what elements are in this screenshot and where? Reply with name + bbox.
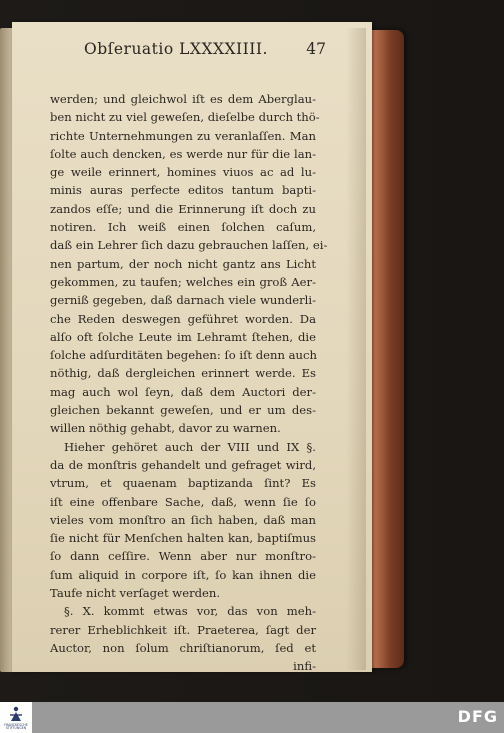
franckesche-stiftungen-icon xyxy=(9,706,23,722)
text-line: ſie nicht für Menſchen halten kan, baptiſmus xyxy=(50,531,316,546)
text-line: gerniß gegeben, daß darnach viele wunderli- xyxy=(50,293,316,308)
text-line: daß ein Lehrer ſich dazu gebrauchen laſſen, ei- xyxy=(50,238,328,253)
text-line: Auctor, non ſolum chriſtianorum, ſed et xyxy=(50,640,316,655)
text-line: §. X. kommt etwas vor, das von meh- xyxy=(64,604,316,619)
text-line: alſo oft ſolche Leute im Lehramt ſtehen, die xyxy=(50,329,316,344)
header-title: Obſeruatio LXXXXIIII. xyxy=(84,40,268,58)
text-line: gleichen bekannt geweſen, und er um des- xyxy=(50,403,316,418)
text-line: gekommen, zu taufen; welches ein groß Aer- xyxy=(50,274,316,289)
text-line: Hieher gehöret auch der VIII und IX §. xyxy=(64,439,316,454)
text-line: werden; und gleichwol iſt es dem Aberglau- xyxy=(50,92,316,106)
text-line: da de monſtris gehandelt und gefraget wird, xyxy=(50,457,316,472)
text-line: iſt eine offenbare Sache, daß, wenn ſie ſo xyxy=(50,494,316,509)
text-line: vtrum, et quaenam baptizanda ſint? Es xyxy=(50,476,316,491)
text-line: Taufe nicht verſaget werden. xyxy=(50,586,221,601)
text-line: ſolte auch dencken, es werde nur für die lan- xyxy=(50,146,316,161)
page-number: 47 xyxy=(306,40,326,58)
text-line: che Reden deswegen geführet worden. Da xyxy=(50,311,316,326)
text-line: vieles vom monſtro an ſich haben, daß man xyxy=(50,512,316,527)
body-text xyxy=(50,90,328,676)
running-header xyxy=(64,40,326,62)
text-line: willen nöthig gehabt, davor zu warnen. xyxy=(50,421,281,436)
catchword: infi- xyxy=(293,659,316,674)
viewer-footer-bar xyxy=(0,702,504,733)
text-line: ſolche adſurditäten begehen: ſo iſt denn auch xyxy=(50,348,317,363)
dfg-logo[interactable]: DFG xyxy=(457,707,498,726)
library-logo[interactable] xyxy=(0,702,32,733)
text-line: ge weile erinnert, homines viuos ac ad lu- xyxy=(50,165,316,180)
text-line: notiren. Ich weiß einen ſolchen caſum, xyxy=(50,220,316,235)
text-line: mag auch wol ſeyn, daß dem Auctori der- xyxy=(50,384,316,399)
text-line: zandos eſſe; und die Erinnerung iſt doch zu xyxy=(50,201,316,216)
text-line: richte Unternehmungen zu veranlaſſen. Man xyxy=(50,128,316,143)
text-line: nen partum, der noch nicht gantz ans Licht xyxy=(50,256,316,271)
library-logo-text: FRANCKESCHE STIFTUNGEN xyxy=(4,723,28,731)
text-line: nöthig, daß dergleichen erinnert werde. Es xyxy=(50,366,316,381)
text-line: ben nicht zu viel geweſen, dieſelbe durch thö- xyxy=(50,110,320,125)
text-line: ſo dann ceſſire. Wenn aber nur monſtro- xyxy=(50,549,316,564)
page-shadow xyxy=(346,28,366,670)
text-line: rerer Erheblichkeit iſt. Praeterea, ſagt der xyxy=(50,622,316,637)
text-line: minis auras perfecte editos tantum bapti- xyxy=(50,183,316,198)
text-line: ſum aliquid in corpore iſt, ſo kan ihnen die xyxy=(50,567,316,582)
